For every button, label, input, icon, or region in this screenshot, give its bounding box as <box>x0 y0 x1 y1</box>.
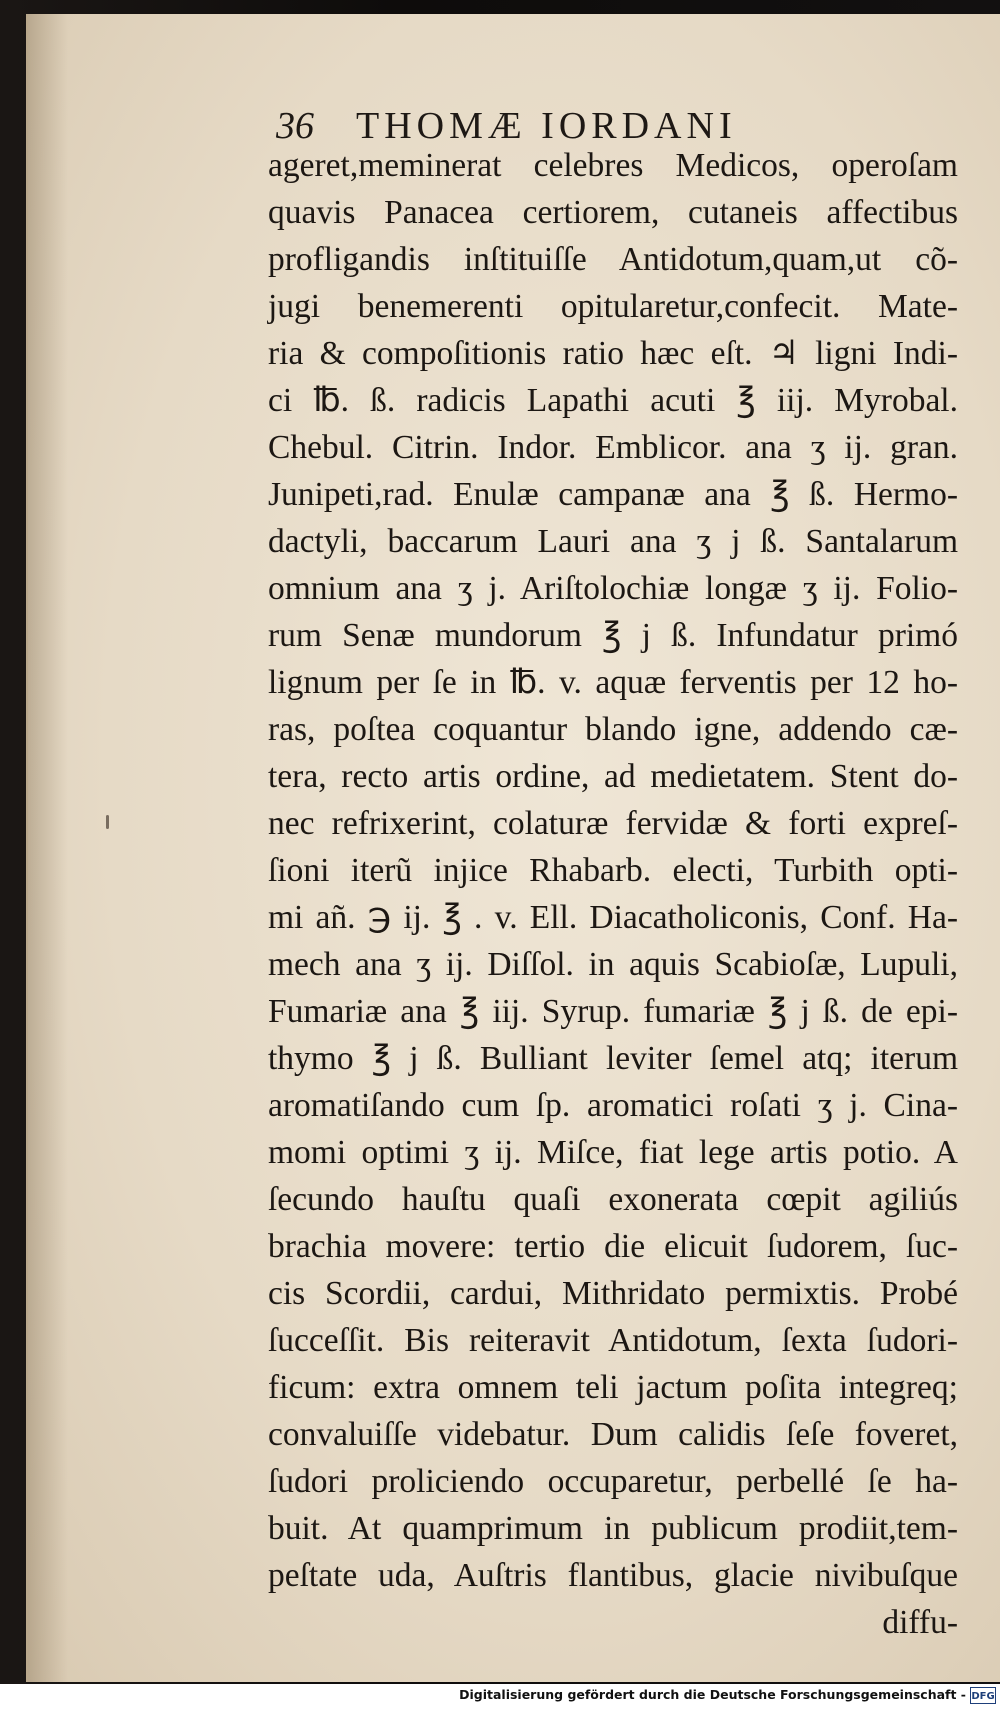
text-line: jugi benemerenti opitularetur,confecit. Mate- <box>268 288 958 325</box>
text-line: rum Senæ mundorum ℥ j ß. Infundatur primó <box>268 617 958 654</box>
text-line: ageret,meminerat celebres Medicos, operoſam <box>268 147 958 184</box>
text-line: nec refrixerint, colaturæ fervidæ & forti expreſ- <box>268 805 958 842</box>
footer-bar <box>0 1684 1000 1710</box>
text-line: peſtate uda, Auſtris flantibus, glacie nivibuſque <box>268 1557 958 1594</box>
text-line: tera, recto artis ordine, ad medietatem. Stent do- <box>268 758 958 795</box>
text-line: ſucceſſit. Bis reiteravit Antidotum, ſexta ſudori- <box>268 1322 958 1359</box>
text-line: Fumariæ ana ℥ iij. Syrup. fumariæ ℥ j ß. de epi- <box>268 993 958 1030</box>
page-number: 36 <box>276 105 314 147</box>
text-line: buit. At quamprimum in publicum prodiit,tem- <box>268 1510 958 1547</box>
dfg-logo: DFG <box>970 1687 996 1704</box>
text-line: lignum per ſe in ℔. v. aquæ ferventis per 12 ho- <box>268 664 958 701</box>
running-title: THOMÆ IORDANI <box>356 105 737 147</box>
text-line: ficum: extra omnem teli jactum poſita integreq; <box>268 1369 958 1406</box>
text-line: cis Scordii, cardui, Mithridato permixtis. Probé <box>268 1275 958 1312</box>
text-line: mech ana ʒ ij. Diſſol. in aquis Scabioſæ, Lupuli, <box>268 946 958 983</box>
text-line: profligandis inſtituiſſe Antidotum,quam,ut cõ- <box>268 241 958 278</box>
text-line: quavis Panacea certiorem, cutaneis affectibus <box>268 194 958 231</box>
text-line: omnium ana ʒ j. Ariſtolochiæ longæ ʒ ij. Folio- <box>268 570 958 607</box>
text-line: Chebul. Citrin. Indor. Emblicor. ana ʒ ij. gran. <box>268 429 958 466</box>
text-line: ſudori proliciendo occuparetur, perbellé ſe ha- <box>268 1463 958 1500</box>
catchword: diffu- <box>882 1604 958 1641</box>
text-line: brachia movere: tertio die elicuit ſudorem, ſuc- <box>268 1228 958 1265</box>
text-line: Junipeti,rad. Enulæ campanæ ana ℥ ß. Hermo- <box>268 476 958 513</box>
text-line: convaluiſſe videbatur. Dum calidis ſeſe foveret, <box>268 1416 958 1453</box>
text-line: dactyli, baccarum Lauri ana ʒ j ß. Santalarum <box>268 523 958 560</box>
text-line: ci ℔. ß. radicis Lapathi acuti ℥ iij. Myrobal. <box>268 382 958 419</box>
body-text <box>268 142 958 1646</box>
text-line: ſioni iterũ injice Rhabarb. electi, Turbith opti- <box>268 852 958 889</box>
text-line: ria & compoſitionis ratio hæc eſt. ♃ ligni Indi- <box>268 335 958 372</box>
text-line: thymo ℥ j ß. Bulliant leviter ſemel atq; iterum <box>268 1040 958 1077</box>
text-line: mi añ. ℈ ij. ℥ . v. Ell. Diacatholiconis, Conf. Ha- <box>268 899 958 936</box>
text-line: ſecundo hauſtu quaſi exonerata cœpit agiliús <box>268 1181 958 1218</box>
text-line: momi optimi ʒ ij. Miſce, fiat lege artis potio. A <box>268 1134 958 1171</box>
text-line: ras, poſtea coquantur blando igne, addendo cæ- <box>268 711 958 748</box>
ink-speck <box>106 815 109 829</box>
funding-notice: Digitalisierung gefördert durch die Deutsche Forschungsgemeinschaft - <box>459 1687 966 1702</box>
text-line: aromatiſando cum ſp. aromatici roſati ʒ j. Cina- <box>268 1087 958 1124</box>
